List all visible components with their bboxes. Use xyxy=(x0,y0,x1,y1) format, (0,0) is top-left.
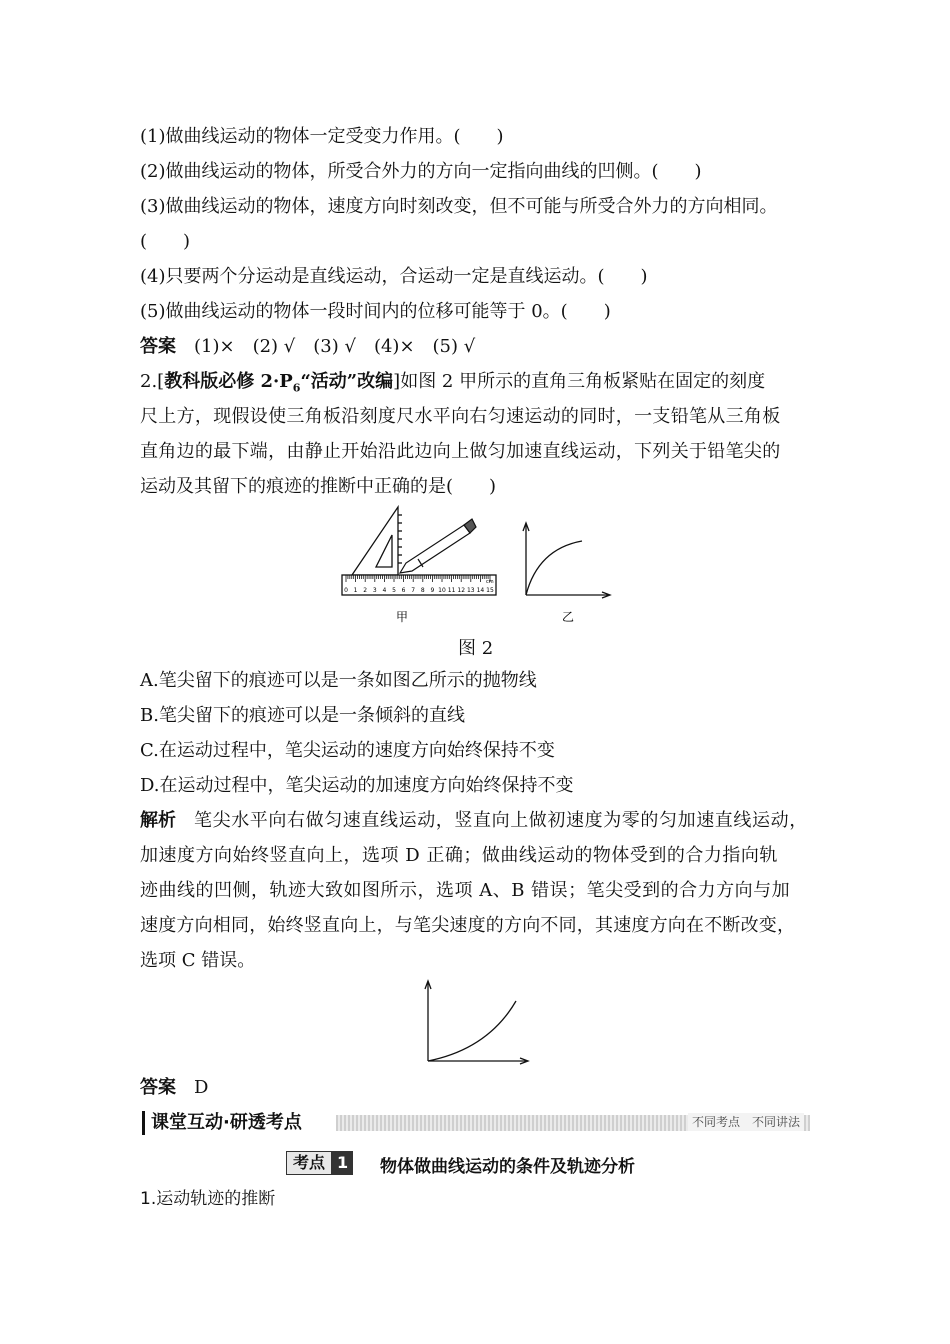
trajectory-curve xyxy=(428,1001,516,1061)
problem-2-line-1 xyxy=(140,370,765,401)
ruler-label: 8 xyxy=(420,587,425,594)
section-right-text: 不同考点 不同讲法 xyxy=(688,1113,804,1131)
analysis-text-1: 笔尖水平向右做匀速直线运动，竖直向上做初速度为零的匀加速直线运动， xyxy=(194,810,808,831)
ruler-label: 1 xyxy=(353,587,358,594)
judgment-5: (5)做曲线运动的物体一段时间内的位移可能等于 0。( ) xyxy=(140,301,611,322)
ruler-label: 10 xyxy=(438,587,446,594)
answer-text: D xyxy=(194,1077,209,1098)
judgment-2: (2)做曲线运动的物体，所受合外力的方向一定指向曲线的凹侧。( ) xyxy=(140,161,702,182)
analysis-line-5: 选项 C 错误。 xyxy=(140,950,256,971)
source-text: 教科版必修 2·P xyxy=(164,371,293,392)
judgment-3-bracket: ( ) xyxy=(140,231,191,252)
figure-label-left: 甲 xyxy=(395,610,409,624)
answer-text: (1)× (2) √ (3) √ (4)× (5) √ xyxy=(194,336,476,357)
problem-2-line-4: 运动及其留下的痕迹的推断中正确的是( ) xyxy=(140,476,497,497)
ruler-label: 13 xyxy=(466,587,475,594)
kaodian-label: 考点 xyxy=(286,1151,332,1175)
ruler xyxy=(342,575,496,595)
ruler-label: 4 xyxy=(382,587,387,594)
trajectory-sketch xyxy=(418,975,533,1065)
option-b: B.笔尖留下的痕迹可以是一条倾斜的直线 xyxy=(140,705,465,726)
source-subscript: 6 xyxy=(292,381,301,395)
analysis-line-1 xyxy=(140,809,808,833)
parabola-curve xyxy=(526,541,582,595)
judgment-4: (4)只要两个分运动是直线运动，合运动一定是直线运动。( ) xyxy=(140,266,648,287)
graph-yi xyxy=(523,523,610,598)
analysis-line-3: 迹曲线的凹侧，轨迹大致如图所示，选项 A、B 错误；笔尖受到的合力方向与加 xyxy=(140,880,791,901)
ruler-label: 3 xyxy=(372,587,377,594)
ruler-label: 7 xyxy=(411,587,416,594)
problem-2-prefix: 2.[ xyxy=(140,371,165,392)
analysis-line-4: 速度方向相同，始终竖直向上，与笔尖速度的方向不同，其速度方向在不断改变， xyxy=(140,915,796,936)
ruler-label: 6 xyxy=(401,587,406,594)
option-a: A.笔尖留下的痕迹可以是一条如图乙所示的抛物线 xyxy=(140,670,537,691)
problem-2-line-1-rest: ]如图 2 甲所示的直角三角板紧贴在固定的刻度 xyxy=(393,371,766,392)
judgment-3: (3)做曲线运动的物体，速度方向时刻改变，但不可能与所受合外力的方向相同。 xyxy=(140,196,778,217)
figure-2 xyxy=(330,505,620,630)
option-d: D.在运动过程中，笔尖运动的加速度方向始终保持不变 xyxy=(140,775,574,796)
ruler-label: 5 xyxy=(392,587,396,594)
ruler-label: 2 xyxy=(363,587,368,594)
section-title: 课堂互动·研透考点 xyxy=(142,1111,308,1135)
ruler-label: 0 xyxy=(344,587,348,594)
ruler-label: 9 xyxy=(430,587,435,594)
pencil xyxy=(400,519,476,573)
analysis-label: 解析 xyxy=(140,810,176,831)
answer-label: 答案 xyxy=(140,1077,176,1098)
analysis-line-2: 加速度方向始终竖直向上，选项 D 正确；做曲线运动的物体受到的合力指向轨 xyxy=(140,845,778,866)
problem-2-answer xyxy=(140,1076,208,1100)
kaodian-number: 1 xyxy=(332,1151,353,1175)
source-suffix: “活动”改编 xyxy=(300,371,394,392)
section-bar xyxy=(140,1111,810,1135)
problem-2-line-2: 尺上方，现假设使三角板沿刻度尺水平向右匀速运动的同时，一支铅笔从三角板 xyxy=(140,406,781,427)
problem-2-source xyxy=(164,371,394,395)
kaodian-badge xyxy=(286,1151,353,1175)
judgment-answer xyxy=(140,335,475,359)
ruler-label: 14 xyxy=(476,587,485,594)
ruler-label: 12 xyxy=(457,587,466,594)
ruler-unit: cm xyxy=(486,579,494,585)
judgment-1: (1)做曲线运动的物体一定受变力作用。( ) xyxy=(140,126,504,147)
kaodian-title: 物体做曲线运动的条件及轨迹分析 xyxy=(380,1157,635,1177)
figure-caption: 图 2 xyxy=(458,638,494,659)
answer-label: 答案 xyxy=(140,336,176,357)
figure-label-right: 乙 xyxy=(561,610,575,624)
ruler-label: 15 xyxy=(486,587,494,594)
subheading: 1.运动轨迹的推断 xyxy=(140,1189,276,1209)
triangle-board xyxy=(352,507,402,575)
option-c: C.在运动过程中，笔尖运动的速度方向始终保持不变 xyxy=(140,740,555,761)
problem-2-line-3: 直角边的最下端，由静止开始沿此边向上做匀加速直线运动，下列关于铅笔尖的 xyxy=(140,441,781,462)
ruler-label: 11 xyxy=(447,587,456,594)
